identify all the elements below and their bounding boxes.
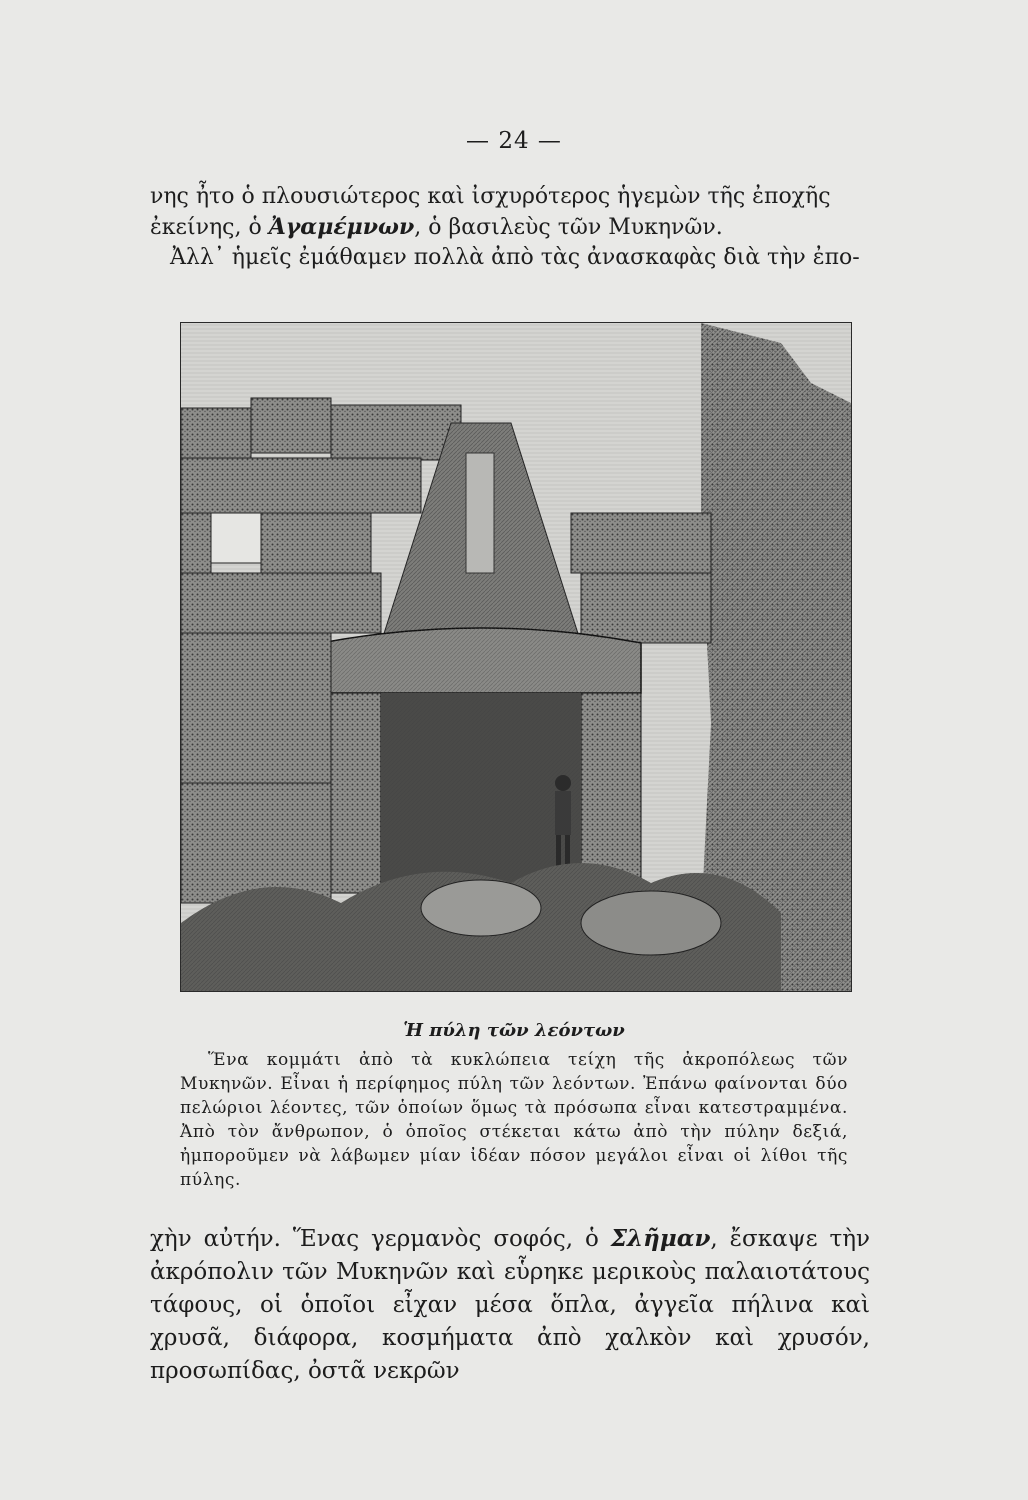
wall-block	[181, 408, 251, 458]
bottom-paragraph-text	[150, 1222, 870, 1388]
agamemnon-name: Ἀγαμέμνων	[268, 214, 415, 240]
relief-column	[466, 453, 494, 573]
top-line-1: νης ἦτο ὁ πλουσιώτερος καὶ ἰσχυρότερος ἡγεμὼν τῆς ἐποχῆς	[150, 184, 831, 209]
top-paragraph	[150, 182, 870, 273]
figure-title: Ἡ πύλη τῶν λεόντων	[403, 1020, 625, 1041]
wall-block	[181, 783, 331, 903]
figure-caption	[180, 1048, 848, 1192]
top-line-3: Ἀλλ᾿ ἡμεῖς ἐμάθαμεν πολλὰ ἀπὸ τὰς ἀνασκαφὰς διὰ τὴν ἐπο-	[170, 245, 860, 270]
wall-block	[251, 398, 331, 453]
wall-block	[181, 573, 381, 633]
wall-gap	[211, 513, 261, 563]
lion-gate-engraving	[180, 322, 852, 992]
bottom-part-2: , ἔσκαψε τὴν ἀκρόπολιν τῶν Μυκηνῶν καὶ εὗρηκε μερικοὺς παλαιοτάτους τάφους, οἱ ὁποῖοι εἶχαν μέσα ὅπλα, ἀγγεῖα πήλινα καὶ χρυσᾶ, διάφορα, κοσμήματα ἀπὸ χαλκὸν καὶ χρυσόν, προσωπίδας, ὀστᾶ νεκρῶν	[150, 1226, 870, 1384]
engraving-illustration	[181, 323, 851, 991]
wall-block	[581, 573, 711, 643]
top-line-2	[150, 212, 870, 243]
right-doorjamb	[581, 693, 641, 893]
wall-block	[181, 633, 331, 783]
wall-block	[571, 513, 711, 573]
boulder	[421, 880, 541, 936]
top-line-2-start: ἐκείνης, ὁ	[150, 215, 269, 240]
wall-block	[181, 458, 421, 513]
wall-block	[181, 513, 211, 573]
boulder	[581, 891, 721, 955]
bottom-part-1: χὴν αὐτήν. Ἕνας γερμανὸς σοφός, ὁ	[150, 1226, 611, 1252]
schliemann-name: Σλῆμαν	[610, 1225, 711, 1252]
page-number: — 24 —	[466, 128, 562, 154]
wall-block	[261, 513, 371, 573]
bottom-paragraph	[150, 1222, 870, 1388]
figure-caption-text: Ἕνα κομμάτι ἀπὸ τὰ κυκλώπεια τείχη τῆς ἀκροπόλεως τῶν Μυκηνῶν. Εἶναι ἡ περίφημος πύλη τῶν λεόντων. Ἐπάνω φαίνονται δύο πελώριοι λέοντες, τῶν ὁποίων ὅμως τὰ πρόσωπα εἶναι κατεστραμμένα. Ἀπὸ τὸν ἄνθρωπον, ὁ ὁποῖος στέκεται κάτω ἀπὸ τὴν πύλην δεξιά, ἠμποροῦμεν νὰ λάβωμεν μίαν ἰδέαν πόσον μεγάλοι εἶναι οἱ λίθοι τῆς πύλης.	[180, 1050, 848, 1190]
left-doorjamb	[331, 693, 381, 893]
top-line-2-end: , ὁ βασιλεὺς τῶν Μυκηνῶν.	[414, 215, 723, 240]
